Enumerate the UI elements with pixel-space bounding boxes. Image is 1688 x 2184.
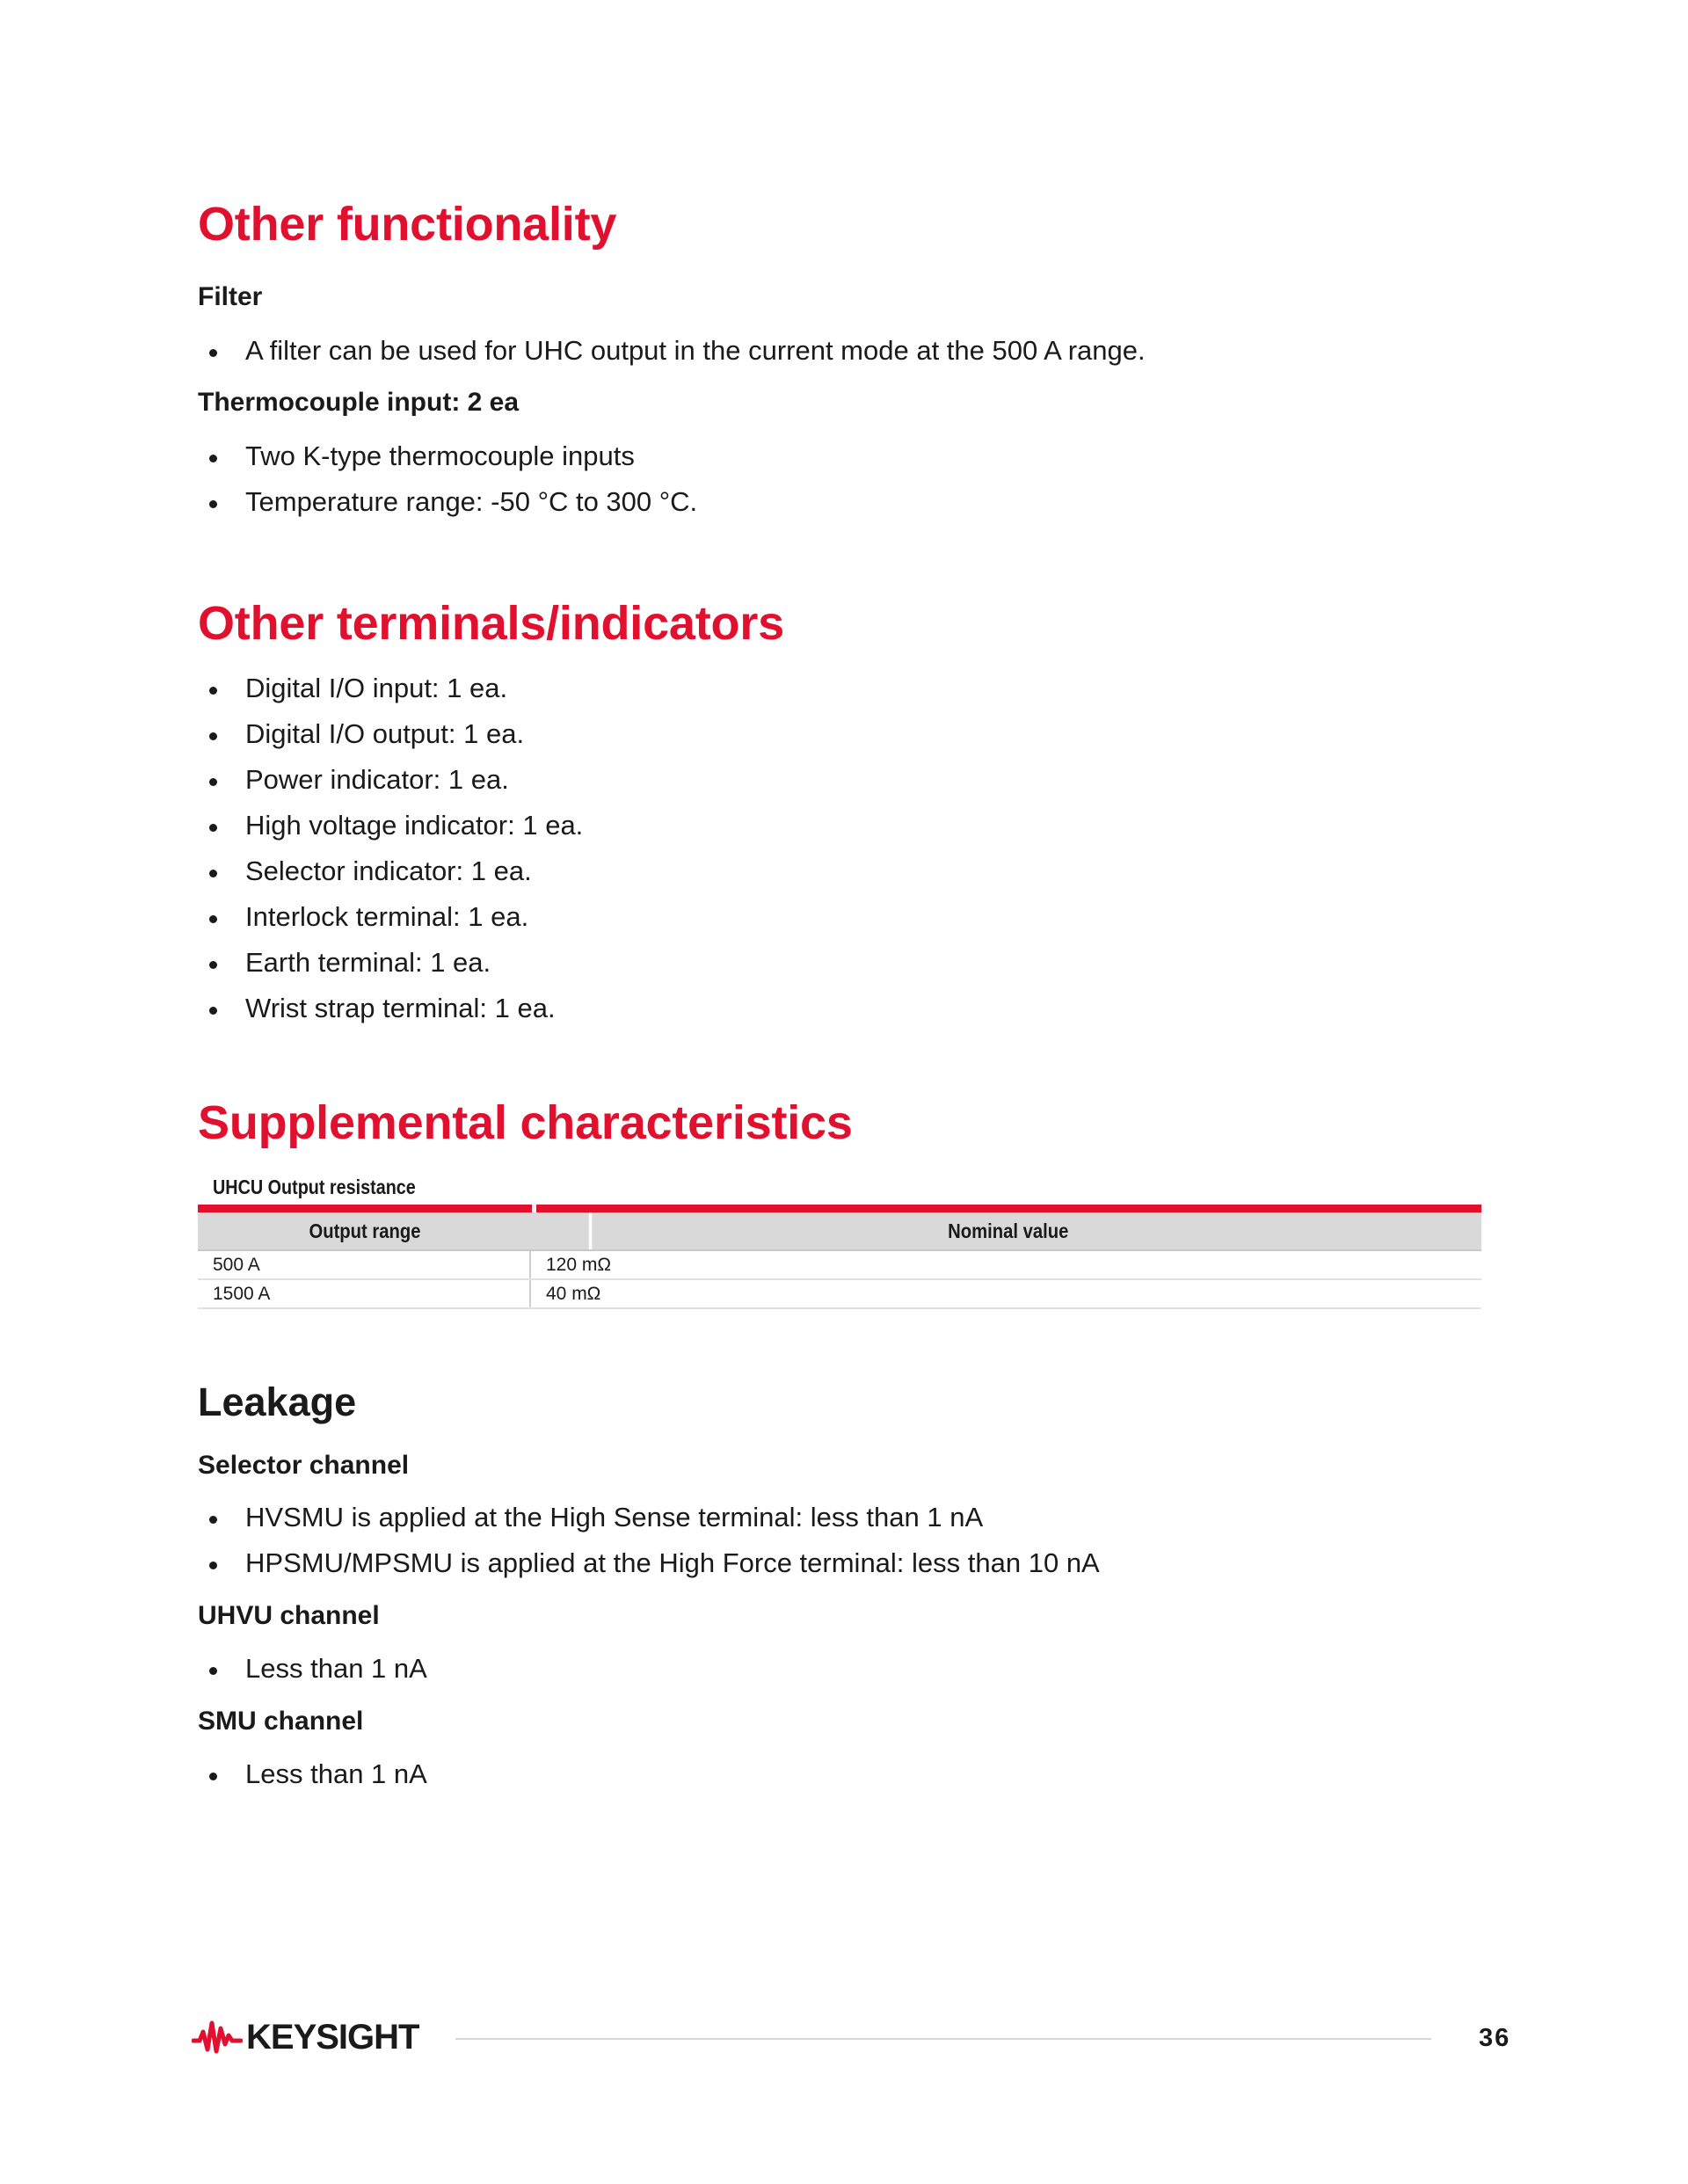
list-item: Digital I/O output: 1 ea.: [198, 711, 583, 757]
list-item: HPSMU/MPSMU is applied at the High Force terminal: less than 10 nA: [198, 1540, 1100, 1586]
label-smu-channel: SMU channel: [198, 1707, 364, 1736]
list-item: Earth terminal: 1 ea.: [198, 940, 583, 986]
logo-text: KEYSIGHT: [246, 2018, 419, 2057]
table-row: [198, 1280, 1481, 1309]
table-top-rule-right: [536, 1205, 1481, 1212]
list-filter: [198, 328, 1146, 374]
list-item: Temperature range: -50 °C to 300 °C.: [198, 479, 697, 525]
list-item: Digital I/O input: 1 ea.: [198, 666, 583, 711]
table-cell: 500 A: [198, 1251, 531, 1278]
list-item: Interlock terminal: 1 ea.: [198, 894, 583, 940]
list-smu-channel: [198, 1751, 427, 1797]
list-item: High voltage indicator: 1 ea.: [198, 803, 583, 848]
output-resistance-table: [198, 1205, 1481, 1309]
heading-supplemental: Supplemental characteristics: [198, 1096, 853, 1149]
heading-other-terminals: Other terminals/indicators: [198, 597, 784, 650]
table-cell: 120 mΩ: [546, 1255, 612, 1275]
list-item: A filter can be used for UHC output in the current mode at the 500 A range.: [198, 328, 1146, 374]
list-uhvu-channel: [198, 1646, 427, 1692]
label-thermocouple: Thermocouple input: 2 ea: [198, 388, 520, 417]
page-number: 36: [1479, 2024, 1511, 2052]
label-filter: Filter: [198, 282, 263, 311]
list-item: Less than 1 nA: [198, 1646, 427, 1692]
list-item: Two K-type thermocouple inputs: [198, 433, 697, 479]
list-item: Power indicator: 1 ea.: [198, 757, 583, 803]
table-top-rule-left: [198, 1205, 532, 1212]
keysight-logo: [192, 2017, 418, 2057]
label-uhvu-channel: UHVU channel: [198, 1601, 380, 1630]
list-item: HVSMU is applied at the High Sense terminal: less than 1 nA: [198, 1495, 1100, 1540]
table-cell: 1500 A: [198, 1280, 531, 1307]
label-selector-channel: Selector channel: [198, 1451, 410, 1480]
keysight-wave-icon: [192, 2018, 243, 2057]
list-terminals: [198, 666, 583, 1031]
table-header-output-range: Output range: [309, 1219, 421, 1242]
table-caption: UHCU Output resistance: [213, 1176, 416, 1198]
list-item: Selector indicator: 1 ea.: [198, 848, 583, 894]
list-item: Wrist strap terminal: 1 ea.: [198, 986, 583, 1031]
heading-leakage: Leakage: [198, 1380, 357, 1424]
list-item: Less than 1 nA: [198, 1751, 427, 1797]
table-row: [198, 1251, 1481, 1280]
table-top-rule: [198, 1205, 1481, 1212]
footer-divider: [455, 2038, 1431, 2040]
heading-other-functionality: Other functionality: [198, 198, 617, 251]
table-cell: 40 mΩ: [546, 1284, 601, 1304]
list-thermocouple: [198, 433, 697, 525]
table-header-row: [198, 1212, 1481, 1251]
table-header-nominal-value: Nominal value: [589, 1212, 1424, 1249]
list-selector-channel: [198, 1495, 1100, 1586]
